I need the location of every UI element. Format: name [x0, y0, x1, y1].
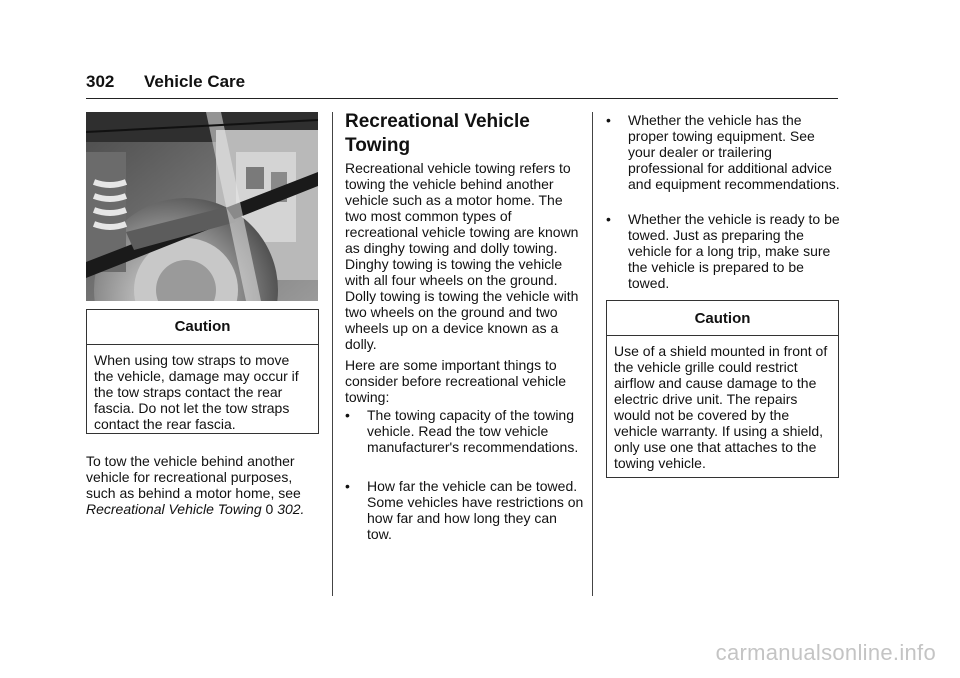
- rv-intro-paragraph: Recreational vehicle towing refers to towing the vehicle behind another vehicle such as a motor home. The two most common types of recreational vehicle towing are known as dinghy towing and dolly towing. Dinghy towing is towing the vehicle with all four wheels on the ground. Dolly towing is towing the vehicle with two wheels on the ground and two wheels up on a device known as a dolly.: [345, 160, 579, 352]
- rv-considerations-paragraph: Here are some important things to consider before recreational vehicle towing:: [345, 357, 567, 405]
- caution-text: When using tow straps to move the vehicle, damage may occur if the tow straps contact the rear fascia. Do not let the tow straps contact the rear fascia.: [94, 352, 299, 432]
- bullet-icon: •: [345, 478, 350, 494]
- column-divider: [592, 112, 593, 596]
- caution-title: Caution: [174, 318, 231, 335]
- section-heading: Recreational Vehicle Towing: [345, 111, 530, 156]
- tow-paragraph-text: To tow the vehicle behind another vehicle for recreational purposes, such as behind a motor home, see: [86, 453, 301, 501]
- page-ref-icon: 0: [265, 501, 274, 517]
- column-divider: [332, 112, 333, 596]
- caution-box: [606, 300, 839, 478]
- caution-text: Use of a shield mounted in front of the vehicle grille could restrict airflow and cause damage to the electric drive unit. The repairs would not be covered by the vehicle warranty. If using a shield, only use one that attaches to the towing vehicle.: [614, 343, 828, 471]
- tow-paragraph: [86, 453, 321, 517]
- watermark: carmanualsonline.info: [715, 640, 936, 665]
- cross-reference-link[interactable]: Recreational Vehicle Towing: [86, 501, 262, 517]
- caution-title: Caution: [694, 310, 751, 327]
- tow-strap-photo: [86, 112, 318, 301]
- section-title: Vehicle Care: [144, 72, 246, 91]
- list-item-text: Whether the vehicle is ready to be towed. Just as preparing the vehicle for a long trip, make sure the vehicle is prepared to be towed.: [628, 211, 840, 291]
- bullet-icon: •: [345, 407, 350, 423]
- bullet-icon: •: [606, 211, 611, 227]
- header-rule: [86, 98, 838, 99]
- page-header: [86, 70, 838, 100]
- page-reference: 302.: [277, 501, 305, 517]
- list-item-text: How far the vehicle can be towed. Some vehicles have restrictions on how far and how long they can tow.: [367, 478, 584, 542]
- caution-box: [86, 309, 319, 434]
- page-number: 302: [86, 72, 115, 91]
- list-item-text: The towing capacity of the towing vehicle. Read the tow vehicle manufacturer's recommendations.: [367, 407, 579, 455]
- bullet-icon: •: [606, 112, 611, 128]
- list-item-text: Whether the vehicle has the proper towing equipment. See your dealer or trailering professional for additional advice and equipment recommendations.: [628, 112, 840, 192]
- tow-strap-photo-image: [86, 112, 318, 301]
